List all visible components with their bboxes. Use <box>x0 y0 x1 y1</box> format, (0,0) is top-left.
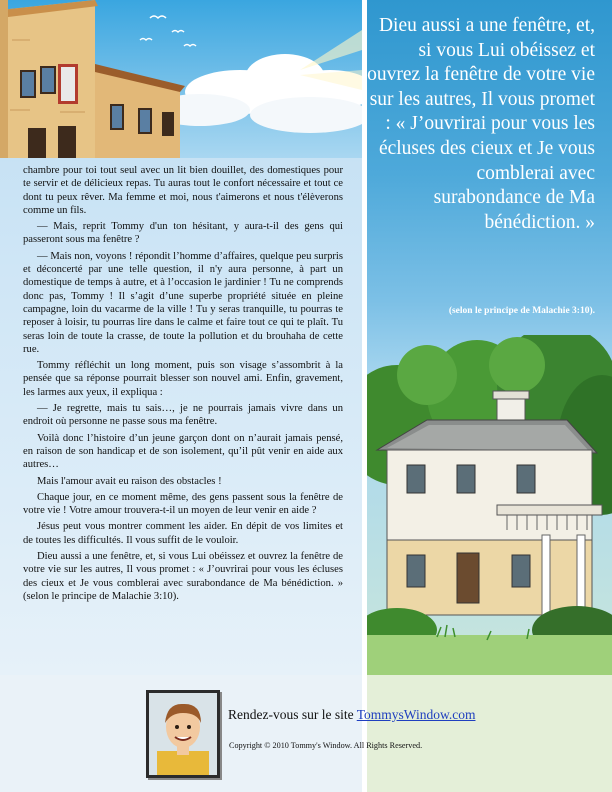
footer-right-bg <box>367 675 612 792</box>
story-paragraph: chambre pour toi tout seul avec un lit bien douillet, des domestiques pour te servir et de délicieux repas. Tu auras tout le confort nécessaire et tout ce dont tu peux rêver. Ma femme et moi, nous t'aimerons et nous t'élèverons comme un fils. <box>23 165 343 216</box>
featured-quote: Dieu aussi a une fenêtre, et, si vous Lui obéissez et ouvrez la fenêtre de votre vie sur les autres, Il vous promet : « J’ouvrirai pour vous les écluses des cieux et Je vous comblerai avec surabondance de Ma bénédiction. » <box>367 15 595 233</box>
story-text-column <box>23 164 343 606</box>
story-paragraph: Jésus peut vous montrer comment les aider. En dépit de vos limites et de toutes les difficultés. Il vous suffit de le vouloir. <box>23 521 343 546</box>
visit-line <box>228 707 476 723</box>
story-paragraph: Chaque jour, en ce moment même, des gens passent sous la fenêtre de votre vie ! Votre amour trouvera-t-il un moyen de leur venir en aide ? <box>23 491 343 517</box>
copyright-notice: Copyright © 2010 Tommy's Window. All Rights Reserved. <box>229 741 423 750</box>
story-paragraph: — Mais non, voyons ! répondit l’homme d’affaires, quelque peu surpris et déconcerté par une telle question, il n'y aura personne, à part un domestique de temps à autre, et à l’occasion le jardinier ! Tu ne comprends donc pas, Tommy ! Il s’agit d’une superbe propriété située en pleine campagne, loin du vacarme de la ville ! Tu y seras tranquille, tu pourras te reposer à loisir, tu pourras lire dans le calme et faire tout ce qui te plaît. Tu seras loin de toute la crasse, de toute la pollution et du brouhaha de cette rue. <box>23 250 343 355</box>
story-paragraph: Dieu aussi a une fenêtre, et, si vous Lui obéissez et ouvrez la fenêtre de votre vie sur les autres, Il vous promet : « J’ouvrirai pour vous les écluses des cieux et Je vous comblerai avec surabondance de Ma bénédiction. » (selon le principe de Malachie 3:10). <box>23 551 343 602</box>
footer <box>0 675 612 792</box>
story-paragraph: Mais l'amour avait eu raison des obstacles ! <box>37 475 222 487</box>
boy-portrait-icon <box>146 690 220 778</box>
website-link[interactable]: TommysWindow.com <box>356 707 476 722</box>
story-paragraph: — Je regrette, mais tu sais…, je ne pourrais jamais vivre dans un endroit où personne ne passe sous ma fenêtre. <box>23 403 343 428</box>
visit-prefix: Rendez-vous sur le site <box>228 707 357 722</box>
story-paragraph: — Mais, reprit Tommy d'un ton hésitant, y aura-t-il des gens qui passeront sous ma fenêtre ? <box>23 221 343 246</box>
story-paragraph: Voilà donc l’histoire d’un jeune garçon dont on n’aurait jamais pensé, en raison de son handicap et de son isolement, qu’il pût venir en aide aux autres… <box>23 432 343 471</box>
story-paragraph: Tommy réfléchit un long moment, puis son visage s’assombrit à la pensée que sa réponse pourrait blesser son nouvel ami. Enfin, gravement, les larmes aux yeux, il expliqua : <box>23 360 343 398</box>
quote-source: (selon le principe de Malachie 3:10). <box>448 306 595 316</box>
city-building-illustration <box>0 0 362 158</box>
country-house-illustration <box>367 335 612 675</box>
